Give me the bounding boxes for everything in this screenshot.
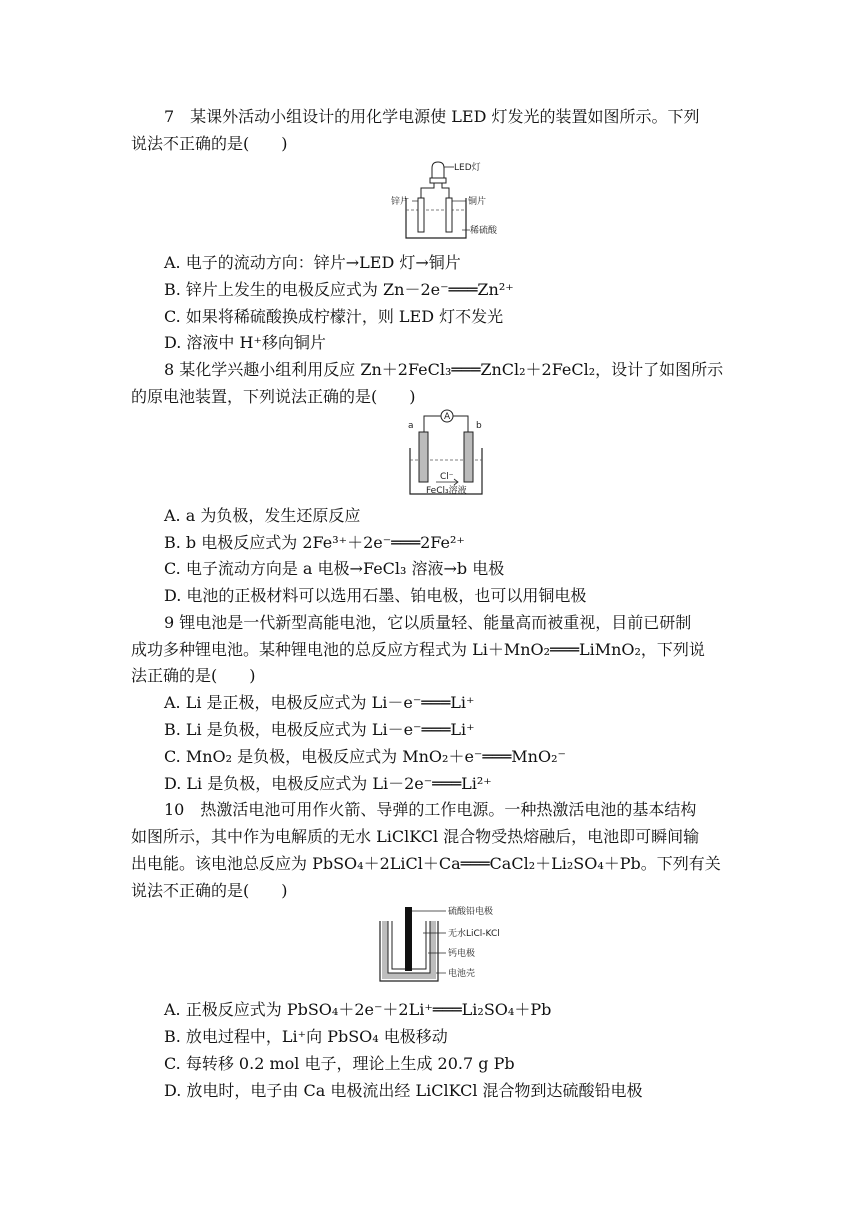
q8-option-b: B. b 电极反应式为 2Fe³⁺＋2e⁻═══2Fe²⁺ [164, 533, 465, 552]
q8-option-a: A. a 为负极，发生还原反应 [164, 506, 361, 525]
q7-led-cell-figure [388, 158, 498, 244]
q9-stem-line-2: 成功多种锂电池。某种锂电池的总反应方程式为 Li＋MnO₂═══LiMnO₂，下列说 [131, 640, 705, 659]
q8-label-ion: Cl⁻ [440, 472, 454, 482]
q7-option-b: B. 锌片上发生的电极反应式为 Zn－2e⁻═══Zn²⁺ [164, 280, 514, 299]
q7-stem-line-2: 说法不正确的是( ) [131, 134, 288, 153]
q7-label-copper: 铜片 [468, 197, 487, 207]
q8-stem-line-2: 的原电池装置，下列说法正确的是( ) [131, 387, 416, 406]
q10-option-b: B. 放电过程中，Li⁺向 PbSO₄ 电极移动 [164, 1027, 448, 1046]
q7-stem-line-1: 7 某课外活动小组设计的用化学电源使 LED 灯发光的装置如图所示。下列 [164, 107, 700, 126]
q7-option-d: D. 溶液中 H⁺移向铜片 [164, 333, 326, 352]
q7-label-acid: 稀硫酸 [470, 226, 498, 236]
q7-option-c: C. 如果将稀硫酸换成柠檬汁，则 LED 灯不发光 [164, 307, 504, 326]
q10-thermal-battery-figure [378, 903, 528, 985]
q9-stem-line-1: 9 锂电池是一代新型高能电池，它以质量轻、能量高而被重视，目前已研制 [164, 613, 692, 632]
q10-option-c: C. 每转移 0.2 mol 电子，理论上生成 20.7 g Pb [164, 1054, 515, 1073]
q10-label-calcium-electrode: 钙电极 [448, 949, 476, 959]
q7-label-zinc: 锌片 [391, 197, 410, 207]
q8-label-b: b [476, 421, 482, 431]
q8-label-solution: FeCl₃溶液 [426, 486, 467, 496]
q9-option-d: D. Li 是负极，电极反应式为 Li－2e⁻═══Li²⁺ [164, 774, 492, 793]
q10-stem-line-2: 如图所示，其中作为电解质的无水 LiClKCl 混合物受热熔融后，电池即可瞬间输 [131, 827, 700, 846]
q10-stem-line-1: 10 热激活电池可用作火箭、导弹的工作电源。一种热激活电池的基本结构 [164, 800, 697, 819]
q8-label-meter: A [444, 412, 451, 422]
q7-option-a: A. 电子的流动方向：锌片→LED 灯→铜片 [164, 253, 461, 272]
q9-stem-line-3: 法正确的是( ) [131, 666, 256, 685]
q10-stem-line-3: 出电能。该电池总反应为 PbSO₄＋2LiCl＋Ca═══CaCl₂＋Li₂SO₄＋Pb。下列有关 [131, 854, 721, 873]
q10-stem-line-4: 说法不正确的是( ) [131, 881, 288, 900]
q8-option-c: C. 电子流动方向是 a 电极→FeCl₃ 溶液→b 电极 [164, 559, 505, 578]
q10-label-pbso4-electrode: 硫酸铅电极 [448, 907, 494, 917]
q9-option-a: A. Li 是正极，电极反应式为 Li－e⁻═══Li⁺ [164, 693, 475, 712]
q8-label-a: a [408, 421, 414, 431]
q10-option-a: A. 正极反应式为 PbSO₄＋2e⁻＋2Li⁺═══Li₂SO₄＋Pb [164, 1000, 552, 1019]
q9-option-b: B. Li 是负极，电极反应式为 Li－e⁻═══Li⁺ [164, 720, 475, 739]
q8-galvanic-cell-figure [402, 408, 490, 500]
q8-stem-line-1: 8 某化学兴趣小组利用反应 Zn＋2FeCl₃═══ZnCl₂＋2FeCl₂，设计了如图所示 [164, 360, 724, 379]
q10-option-d: D. 放电时，电子由 Ca 电极流出经 LiClKCl 混合物到达硫酸铅电极 [164, 1081, 643, 1100]
q9-option-c: C. MnO₂ 是负极，电极反应式为 MnO₂＋e⁻═══MnO₂⁻ [164, 747, 566, 766]
q10-label-licl-kcl: 无水LiCl-KCl [448, 929, 500, 939]
q7-label-led: LED灯 [454, 163, 481, 173]
q10-label-battery-shell: 电池壳 [448, 969, 476, 979]
q8-option-d: D. 电池的正极材料可以选用石墨、铂电极，也可以用铜电极 [164, 586, 587, 605]
